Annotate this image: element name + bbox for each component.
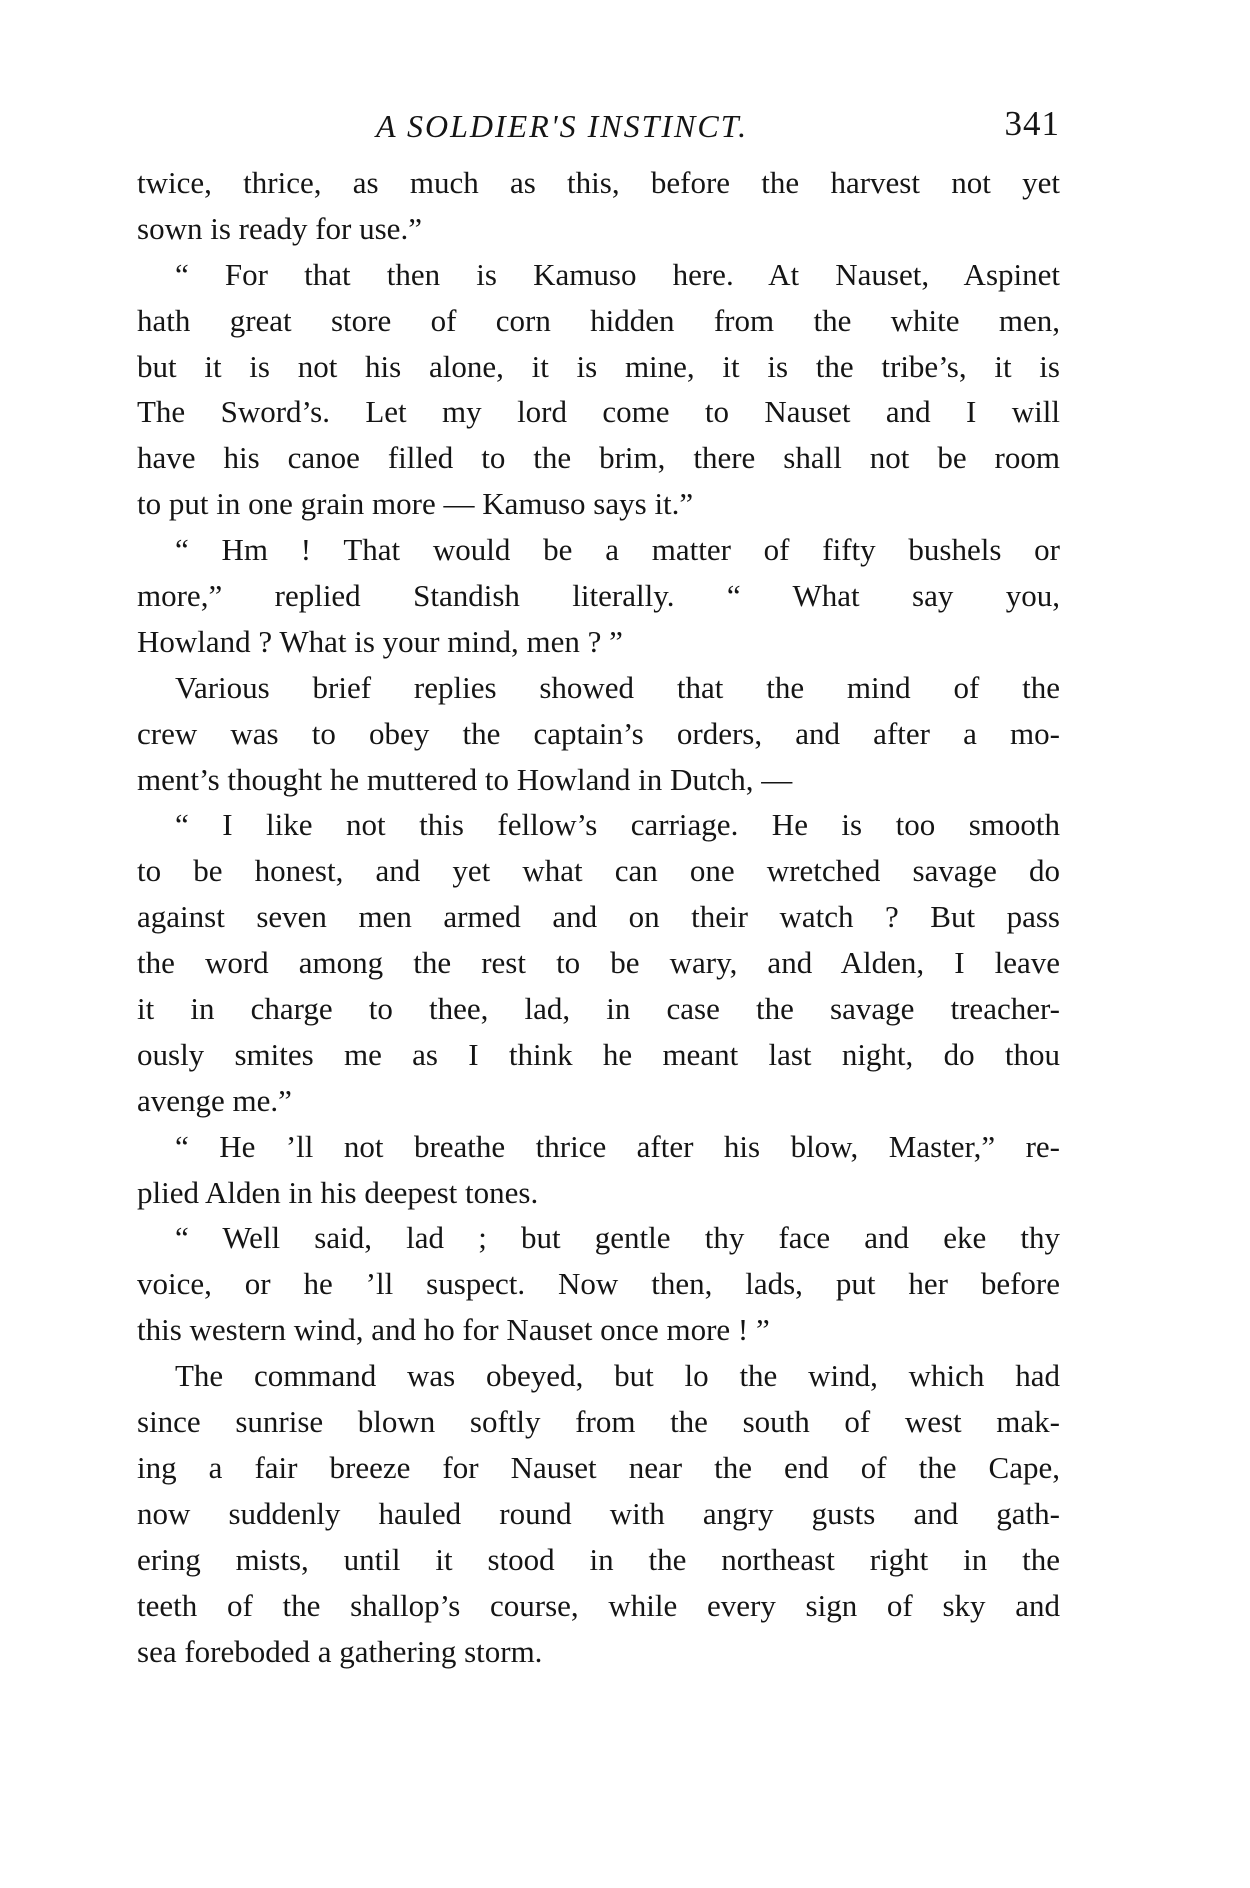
text-line: teeth of the shallop’s course, while every sign of sky and [137,1587,1060,1623]
text-line: “ He ’ll not breathe thrice after his blow, Master,” re- [175,1128,1060,1164]
text-line: Howland ? What is your mind, men ? ” [137,623,623,659]
text-line: Various brief replies showed that the mind of the [175,669,1060,705]
text-line: sea foreboded a gathering storm. [137,1633,543,1669]
text-line: avenge me.” [137,1082,292,1118]
text-line: sown is ready for use.” [137,210,422,246]
text-line: ment’s thought he muttered to Howland in Dutch, — [137,761,793,797]
text-line: but it is not his alone, it is mine, it is the tribe’s, it is [137,348,1060,384]
text-body [137,160,1060,1674]
text-line: this western wind, and ho for Nauset once more ! ” [137,1312,770,1348]
text-line: now suddenly hauled round with angry gusts and gath- [137,1495,1060,1531]
text-line: “ I like not this fellow’s carriage. He is too smooth [175,807,1060,843]
text-line: “ Well said, lad ; but gentle thy face and eke thy [175,1220,1060,1256]
text-line: since sunrise blown softly from the south of west mak- [137,1404,1060,1440]
text-line: “ Hm ! That would be a matter of fifty bushels or [175,532,1060,568]
text-line: against seven men armed and on their watch ? But pass [137,899,1060,935]
text-line: to be honest, and yet what can one wretched savage do [137,853,1060,889]
text-line: ously smites me as I think he meant last night, do thou [137,1036,1060,1072]
running-title: A SOLDIER'S INSTINCT. [376,108,749,144]
text-line: The Sword’s. Let my lord come to Nauset and I will [137,394,1060,430]
text-line: have his canoe filled to the brim, there shall not be room [137,440,1060,476]
text-line: crew was to obey the captain’s orders, and after a mo- [137,715,1060,751]
text-line: more,” replied Standish literally. “ What say you, [137,578,1060,614]
text-line: it in charge to thee, lad, in case the savage treacher- [137,991,1060,1027]
text-line: ering mists, until it stood in the northeast right in the [137,1541,1060,1577]
text-line: twice, thrice, as much as this, before the harvest not yet [137,165,1060,200]
text-line: “ For that then is Kamuso here. At Nauset, Aspinet [175,256,1060,292]
running-head [137,100,1060,152]
text-line: the word among the rest to be wary, and Alden, I leave [137,945,1060,981]
page-number: 341 [1004,104,1060,143]
text-line: ing a fair breeze for Nauset near the end of the Cape, [137,1449,1060,1485]
text-line: The command was obeyed, but lo the wind, which had [175,1358,1060,1394]
text-line: voice, or he ’ll suspect. Now then, lads, put her before [137,1266,1060,1302]
text-line: to put in one grain more — Kamuso says it.” [137,486,694,522]
text-line: plied Alden in his deepest tones. [137,1174,539,1210]
text-line: hath great store of corn hidden from the white men, [137,302,1060,338]
